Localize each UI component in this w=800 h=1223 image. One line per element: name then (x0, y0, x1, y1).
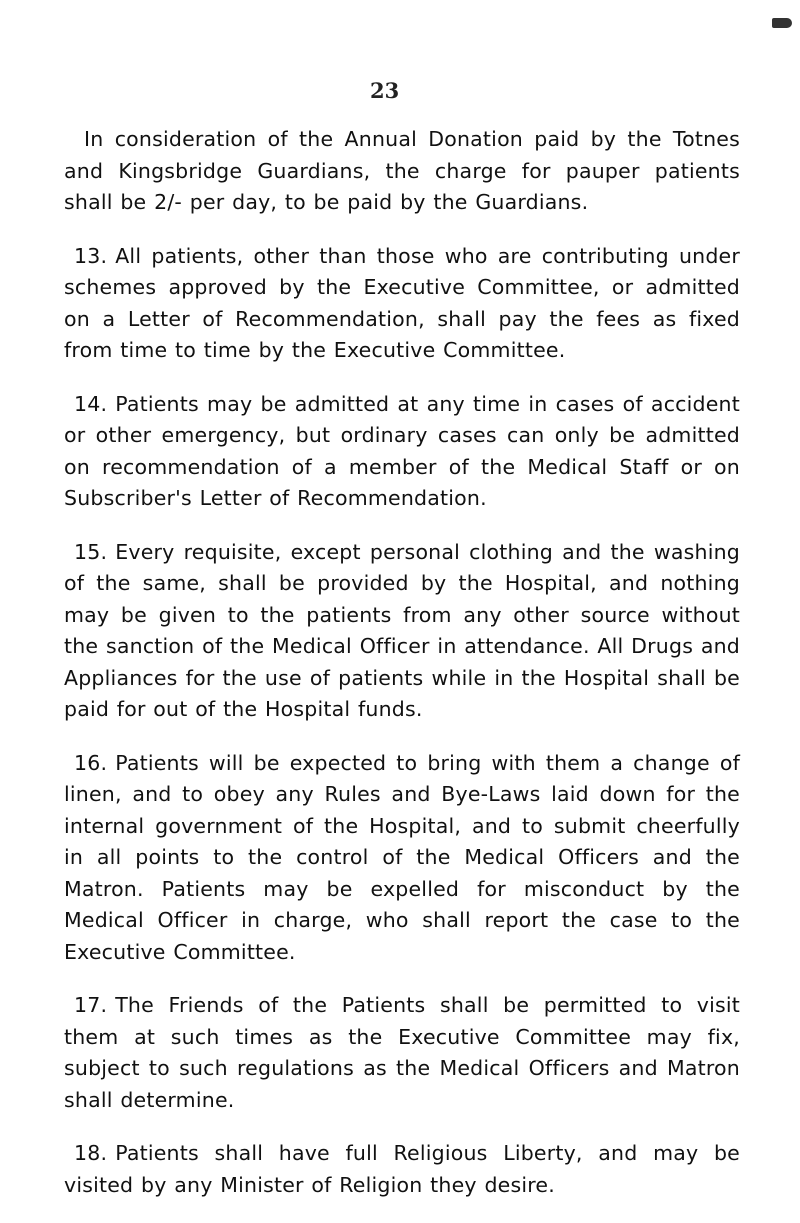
paragraph-text: Patients may be admitted at any time in cases of accident or other emergency, but ordinary cases can only be admitted on recommendation of a member of the Medical Staff or on Subscriber's Letter of Recommendation. (64, 391, 740, 510)
paragraph-text: Patients will be expected to bring with them a change of linen, and to obey any Rules and Bye-Laws laid down for the internal government of the Hospital, and to submit cheerfully in all points to the control of the Medical Officers and the Matron. Patients may be expelled for misconduct by the Medical Officer in charge, who shall report the case to the Executive Committee. (64, 750, 740, 964)
paragraph-guardians-charge (64, 124, 740, 219)
paragraph-text: Patients shall have full Religious Liberty, and may be visited by any Minister of Religion they desire. (64, 1141, 740, 1197)
paragraph-number: 17. (74, 993, 108, 1017)
paragraph-17 (64, 990, 740, 1116)
paragraph-number: 13. (74, 243, 108, 268)
paragraph-text: All patients, other than those who are contributing under schemes approved by the Executive Committee, or admitted on a Letter of Recommendation, shall pay the fees as fixed from time to time by the Executive Committee. (64, 243, 740, 362)
paragraph-18 (64, 1138, 740, 1201)
paragraph-13 (64, 241, 740, 367)
paragraph-number: 15. (74, 539, 108, 564)
paragraph-14 (64, 389, 740, 515)
paragraph-text: Every requisite, except personal clothing and the washing of the same, shall be provided by the Hospital, and nothing may be given to the patients from any other source without the sanction of the Medical Officer in attendance. All Drugs and Appliances for the use of patients while in the Hospital shall be paid for out of the Hospital funds. (64, 539, 740, 721)
paragraph-number: 16. (74, 750, 108, 775)
paragraph-number: 14. (74, 391, 108, 416)
paragraph-15 (64, 537, 740, 726)
page-number: 23 (370, 78, 400, 103)
page-corner-mark (772, 18, 792, 28)
paragraph-16 (64, 748, 740, 969)
paragraph-text: In consideration of the Annual Donation paid by the Totnes and Kingsbridge Guardians, the charge for pauper patients shall be 2/- per day, to be paid by the Guardians. (64, 127, 740, 214)
paragraph-number: 18. (74, 1141, 108, 1165)
paragraph-text: The Friends of the Patients shall be permitted to visit them at such times as the Executive Committee may fix, subject to such regulations as the Medical Officers and Matron shall determine. (64, 993, 740, 1112)
document-body (64, 124, 740, 1223)
